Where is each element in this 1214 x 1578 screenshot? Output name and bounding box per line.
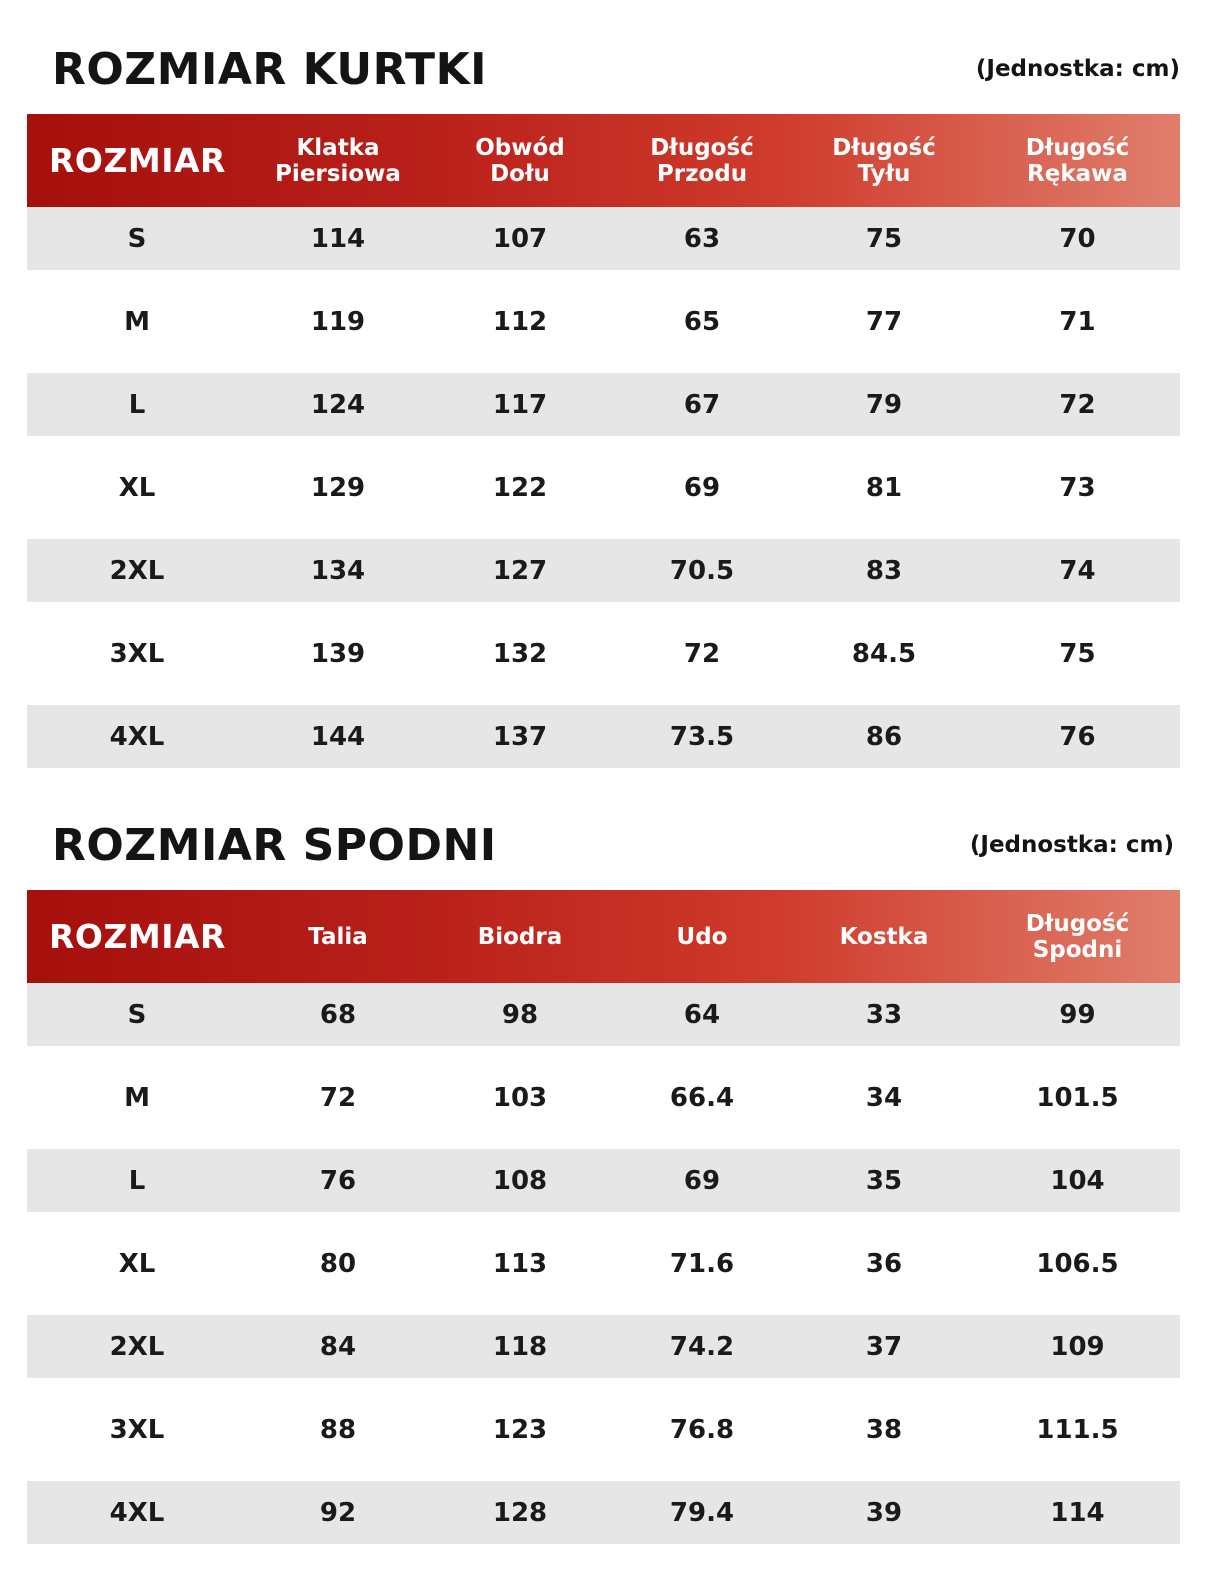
measurement-cell: 101.5 [1036, 1082, 1119, 1113]
column-header: Obwód Dołu [475, 134, 565, 187]
table-row [27, 373, 1180, 436]
measurement-cell: 106.5 [1036, 1248, 1119, 1279]
measurement-cell: 108 [429, 1149, 611, 1212]
measurement-cell: 81 [865, 472, 903, 503]
header-row [27, 890, 1180, 983]
table-row [27, 705, 1180, 768]
measurement-cell: 137 [429, 705, 611, 768]
measurement-cell: 139 [310, 638, 366, 669]
table-row [27, 1212, 1180, 1315]
jacket-size-title: ROZMIAR KURTKI [52, 44, 488, 95]
measurement-cell: 63 [611, 207, 793, 270]
measurement-cell: 92 [247, 1481, 429, 1544]
column-header: Długość Przodu [650, 134, 754, 187]
measurement-cell: 119 [310, 306, 366, 337]
measurement-cell: 134 [247, 539, 429, 602]
measurement-cell: 75 [1059, 638, 1096, 669]
size-label-cell: L [27, 373, 247, 436]
table-row [27, 270, 1180, 373]
measurement-cell: 72 [683, 638, 721, 669]
pants-table-body [27, 983, 1180, 1544]
column-header: Talia [308, 923, 368, 950]
column-header: Długość Spodni [1025, 910, 1130, 963]
measurement-cell: 71 [1059, 306, 1096, 337]
table-row [27, 1481, 1180, 1544]
measurement-cell: 88 [319, 1414, 357, 1445]
table-row [27, 602, 1180, 705]
size-label-cell: S [27, 983, 247, 1046]
pants-table-header [27, 890, 1180, 983]
size-label-cell: S [27, 207, 247, 270]
size-label-cell: 4XL [27, 1481, 247, 1544]
column-header: Udo [676, 923, 728, 950]
measurement-cell: 114 [247, 207, 429, 270]
measurement-cell: 33 [793, 983, 975, 1046]
measurement-cell: 83 [793, 539, 975, 602]
size-label-cell: M [124, 1082, 150, 1113]
measurement-cell: 77 [865, 306, 903, 337]
measurement-cell: 69 [611, 1149, 793, 1212]
size-label-cell: 2XL [27, 1315, 247, 1378]
measurement-cell: 71.6 [669, 1248, 735, 1279]
table-row [27, 1315, 1180, 1378]
measurement-cell: 76.8 [669, 1414, 735, 1445]
measurement-cell: 74 [975, 539, 1180, 602]
pants-size-title: ROZMIAR SPODNI [52, 820, 497, 871]
size-label-cell: 3XL [109, 638, 165, 669]
measurement-cell: 124 [247, 373, 429, 436]
measurement-cell: 84.5 [851, 638, 917, 669]
measurement-cell: 113 [492, 1248, 548, 1279]
column-header: Długość Rękawa [1025, 134, 1130, 187]
measurement-cell: 99 [975, 983, 1180, 1046]
measurement-cell: 111.5 [1036, 1414, 1119, 1445]
column-header: Długość Tyłu [832, 134, 936, 187]
measurement-cell: 38 [865, 1414, 903, 1445]
column-header: Kostka [839, 923, 929, 950]
measurement-cell: 68 [247, 983, 429, 1046]
measurement-cell: 73 [1059, 472, 1096, 503]
measurement-cell: 65 [683, 306, 721, 337]
size-label-cell: 2XL [27, 539, 247, 602]
measurement-cell: 70 [975, 207, 1180, 270]
measurement-cell: 127 [429, 539, 611, 602]
measurement-cell: 112 [492, 306, 548, 337]
measurement-cell: 39 [793, 1481, 975, 1544]
measurement-cell: 34 [865, 1082, 903, 1113]
table-row [27, 1046, 1180, 1149]
size-label-cell: 4XL [27, 705, 247, 768]
table-row [27, 436, 1180, 539]
table-row [27, 539, 1180, 602]
size-label-cell: 3XL [109, 1414, 165, 1445]
size-label-cell: L [27, 1149, 247, 1212]
measurement-cell: 69 [683, 472, 721, 503]
measurement-cell: 79 [793, 373, 975, 436]
measurement-cell: 104 [975, 1149, 1180, 1212]
column-header: Biodra [477, 923, 563, 950]
measurement-cell: 72 [319, 1082, 357, 1113]
measurement-cell: 122 [492, 472, 548, 503]
measurement-cell: 103 [492, 1082, 548, 1113]
measurement-cell: 98 [429, 983, 611, 1046]
header-row [27, 114, 1180, 207]
measurement-cell: 74.2 [611, 1315, 793, 1378]
measurement-cell: 84 [247, 1315, 429, 1378]
size-label-cell: XL [118, 472, 156, 503]
measurement-cell: 128 [429, 1481, 611, 1544]
column-header-size: ROZMIAR [49, 916, 226, 956]
measurement-cell: 109 [975, 1315, 1180, 1378]
measurement-cell: 118 [429, 1315, 611, 1378]
measurement-cell: 76 [247, 1149, 429, 1212]
measurement-cell: 76 [975, 705, 1180, 768]
table-row [27, 1378, 1180, 1481]
size-label-cell: XL [118, 1248, 156, 1279]
column-header: Klatka Piersiowa [275, 134, 401, 187]
measurement-cell: 64 [611, 983, 793, 1046]
measurement-cell: 123 [492, 1414, 548, 1445]
measurement-cell: 72 [975, 373, 1180, 436]
measurement-cell: 132 [492, 638, 548, 669]
measurement-cell: 66.4 [669, 1082, 735, 1113]
jacket-size-table [27, 114, 1180, 768]
measurement-cell: 35 [793, 1149, 975, 1212]
measurement-cell: 86 [793, 705, 975, 768]
jacket-table-header [27, 114, 1180, 207]
measurement-cell: 80 [319, 1248, 357, 1279]
table-row [27, 1149, 1180, 1212]
table-row [27, 983, 1180, 1046]
jacket-table-body [27, 207, 1180, 768]
measurement-cell: 36 [865, 1248, 903, 1279]
measurement-cell: 129 [310, 472, 366, 503]
pants-unit-note: (Jednostka: cm) [969, 832, 1174, 858]
column-header-size: ROZMIAR [49, 140, 226, 180]
measurement-cell: 79.4 [611, 1481, 793, 1544]
pants-size-table [27, 890, 1180, 1544]
measurement-cell: 144 [247, 705, 429, 768]
measurement-cell: 70.5 [611, 539, 793, 602]
measurement-cell: 114 [975, 1481, 1180, 1544]
measurement-cell: 73.5 [611, 705, 793, 768]
table-row [27, 207, 1180, 270]
size-label-cell: M [124, 306, 150, 337]
measurement-cell: 107 [429, 207, 611, 270]
measurement-cell: 37 [793, 1315, 975, 1378]
measurement-cell: 117 [429, 373, 611, 436]
measurement-cell: 75 [793, 207, 975, 270]
measurement-cell: 67 [611, 373, 793, 436]
jacket-unit-note: (Jednostka: cm) [975, 56, 1180, 82]
